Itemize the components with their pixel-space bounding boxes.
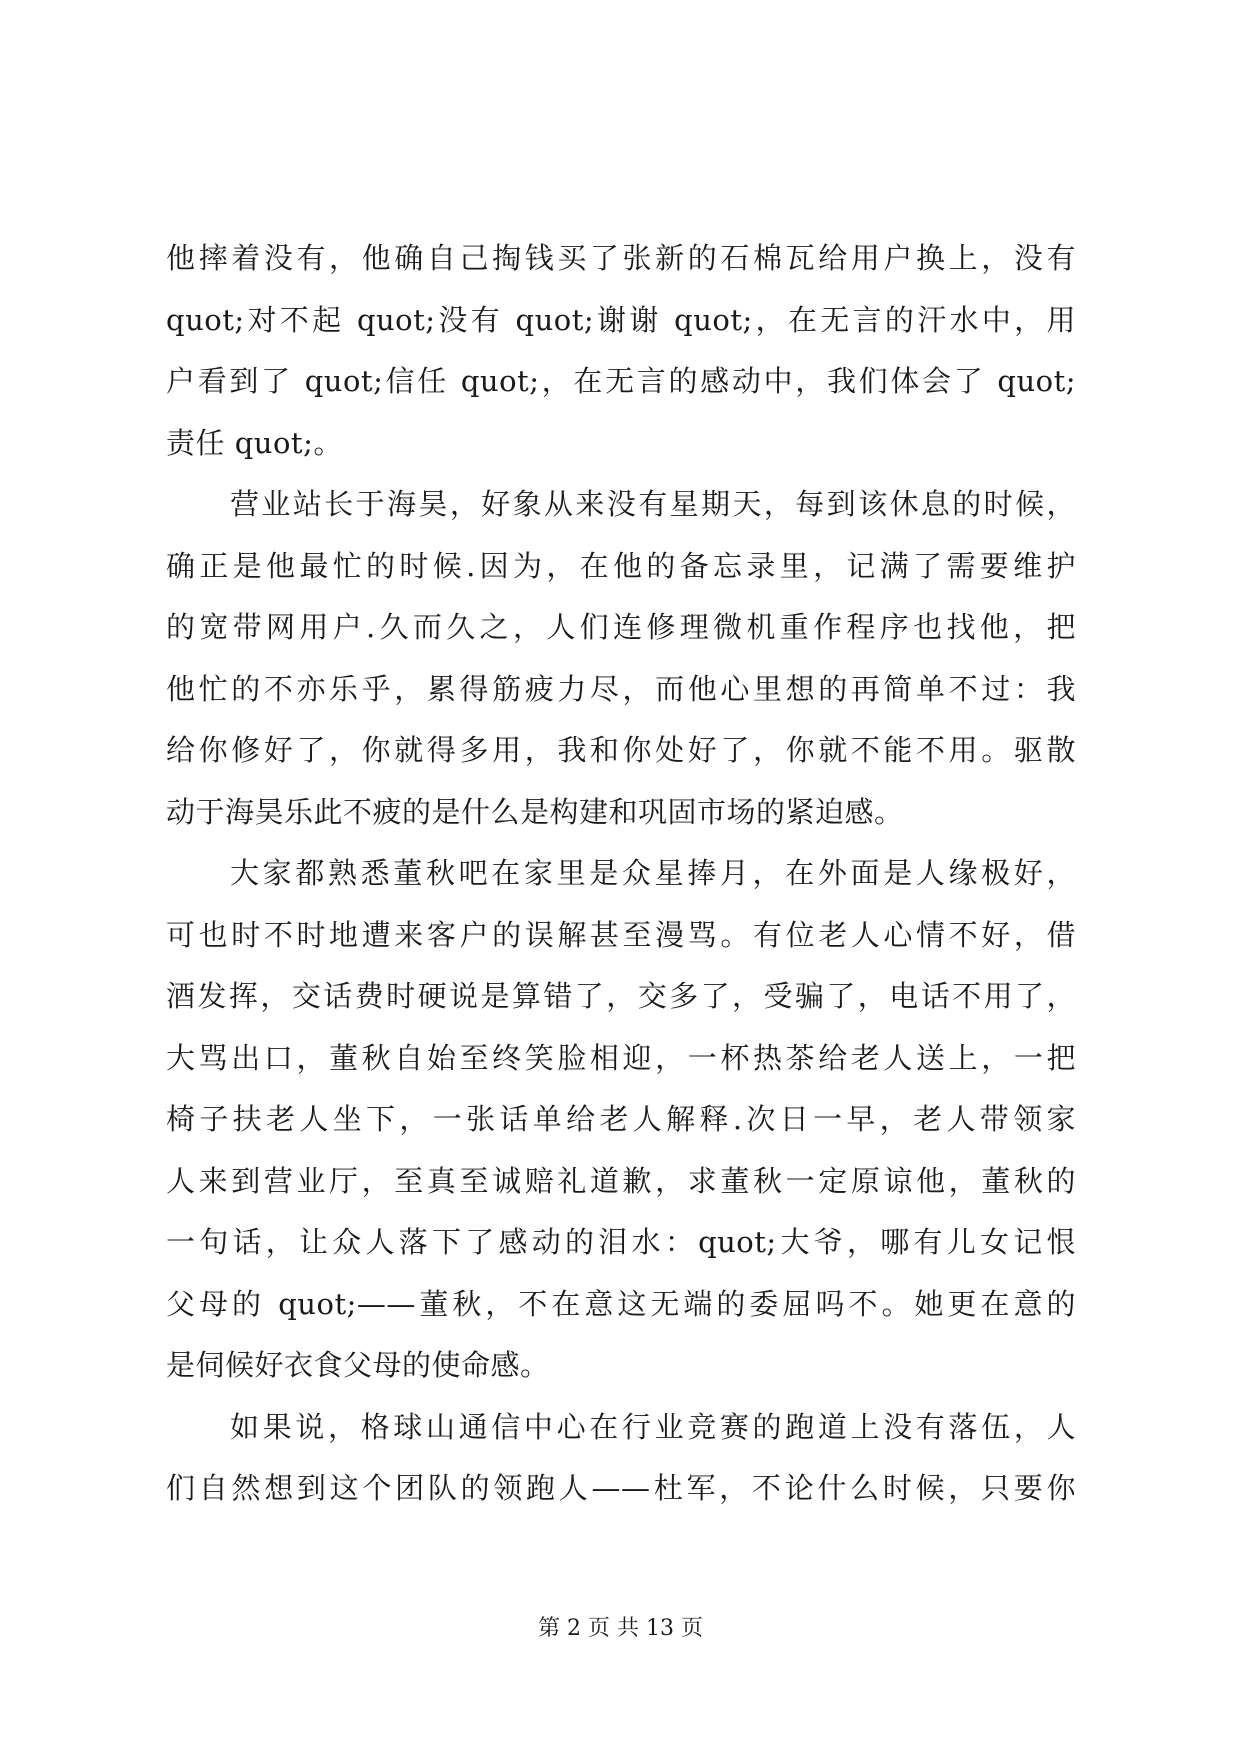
text-line: 酒发挥，交话费时硬说是算错了，交多了，受骗了，电话不用了， <box>166 979 1076 1013</box>
paragraph-2 <box>166 474 1076 843</box>
text-line: 父母的 quot;——董秋，不在意这无端的委屈吗不。她更在意的 <box>166 1286 1076 1321</box>
text-line: 椅子扶老人坐下，一张话单给老人解释.次日一早，老人带领家 <box>166 1102 1076 1136</box>
paragraph-4 <box>166 1397 1076 1520</box>
text-line: 他忙的不亦乐乎，累得筋疲力尽，而他心里想的再简单不过：我 <box>166 671 1076 706</box>
text-line: 营业站长于海昊，好象从来没有星期天，每到该休息的时候， <box>230 487 1076 521</box>
page-number-footer: 第 2 页 共 13 页 <box>538 1616 703 1641</box>
text-line: 是伺候好衣食父母的使命感。 <box>166 1348 550 1382</box>
text-line: 人来到营业厅，至真至诚赔礼道歉，求董秋一定原谅他，董秋的 <box>166 1163 1076 1198</box>
text-line: 大家都熟悉董秋吧在家里是众星捧月，在外面是人缘极好， <box>230 856 1076 890</box>
text-line: quot;对不起 quot;没有 quot;谢谢 quot;，在无言的汗水中，用 <box>166 302 1076 337</box>
text-line: 如果说，格球山通信中心在行业竞赛的跑道上没有落伍，人 <box>230 1409 1076 1444</box>
text-line: 大骂出口，董秋自始至终笑脸相迎，一杯热茶给老人送上，一把 <box>166 1040 1076 1075</box>
text-line: 可也时不时地遭来客户的误解甚至漫骂。有位老人心情不好，借 <box>166 917 1076 952</box>
text-line: 们自然想到这个团队的领跑人——杜军，不论什么时候，只要你 <box>166 1471 1076 1505</box>
text-line: 确正是他最忙的时候.因为，在他的备忘录里，记满了需要维护 <box>166 548 1076 583</box>
text-line: 责任 quot;。 <box>166 425 343 460</box>
document-body <box>166 228 1076 1520</box>
text-line: 动于海昊乐此不疲的是什么是构建和巩固市场的紧迫感。 <box>166 794 904 829</box>
text-line: 的宽带网用户.久而久之，人们连修理微机重作程序也找他，把 <box>166 610 1076 644</box>
text-line: 户看到了 quot;信任 quot;，在无言的感动中，我们体会了 quot; <box>166 364 1076 398</box>
text-line: 给你修好了，你就得多用，我和你处好了，你就不能不用。驱散 <box>166 733 1076 767</box>
text-line: 一句话，让众人落下了感动的泪水：quot;大爷，哪有儿女记恨 <box>166 1225 1076 1259</box>
text-line: 他摔着没有，他确自己掏钱买了张新的石棉瓦给用户换上，没有 <box>166 241 1076 275</box>
paragraph-1 <box>166 228 1076 474</box>
paragraph-3 <box>166 843 1076 1397</box>
